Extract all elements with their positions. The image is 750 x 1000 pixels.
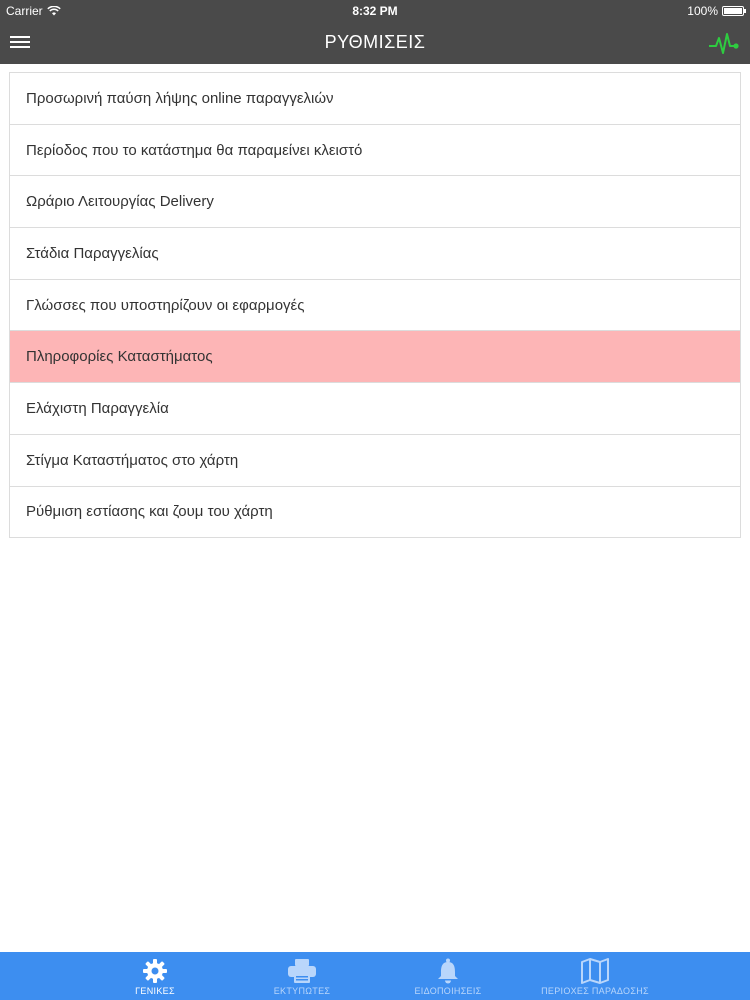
carrier-label: Carrier — [6, 4, 43, 18]
map-icon — [580, 958, 610, 984]
settings-item-label: Στίγμα Καταστήματος στο χάρτη — [26, 451, 239, 469]
battery-icon — [722, 6, 744, 16]
pulse-icon[interactable] — [708, 28, 740, 58]
settings-item-store-map-location[interactable] — [10, 435, 740, 487]
tab-notifications[interactable] — [368, 952, 528, 1000]
bell-icon — [436, 958, 460, 984]
gear-icon — [142, 958, 168, 984]
settings-item-label: Περίοδος που το κατάστημα θα παραμείνει κλειστό — [26, 141, 363, 159]
settings-item-closed-period[interactable] — [10, 125, 740, 177]
settings-item-label: Ωράριο Λειτουργίας Delivery — [26, 193, 214, 211]
page-title: ΡΥΘΜΙΣΕΙΣ — [324, 32, 426, 52]
settings-item-delivery-hours[interactable] — [10, 176, 740, 228]
battery-percent: 100% — [687, 4, 718, 18]
tab-label: ΕΚΤΥΠΩΤΕΣ — [273, 986, 331, 996]
nav-bar — [0, 22, 750, 64]
tab-general[interactable] — [75, 952, 235, 1000]
printer-icon — [287, 958, 317, 984]
settings-item-label: Στάδια Παραγγελίας — [26, 244, 159, 262]
settings-item-languages[interactable] — [10, 280, 740, 332]
settings-item-map-zoom[interactable] — [10, 487, 740, 539]
status-bar — [0, 0, 750, 22]
settings-item-order-stages[interactable] — [10, 228, 740, 280]
settings-item-label: Πληροφορίες Καταστήματος — [26, 348, 213, 366]
status-right — [687, 4, 744, 18]
settings-item-label: Προσωρινή παύση λήψης online παραγγελιών — [26, 89, 334, 107]
tab-bar — [0, 952, 750, 1000]
settings-item-label: Ελάχιστη Παραγγελία — [26, 399, 169, 417]
tab-label: ΓΕΝΙΚΕΣ — [135, 986, 175, 996]
settings-item-label: Γλώσσες που υποστηρίζουν οι εφαρμογές — [26, 296, 305, 314]
tab-label: ΠΕΡΙΟΧΕΣ ΠΑΡΑΔΟΣΗΣ — [541, 986, 649, 996]
settings-item-pause-orders[interactable] — [10, 73, 740, 125]
settings-item-label: Ρύθμιση εστίασης και ζουμ του χάρτη — [26, 503, 273, 521]
settings-item-store-info[interactable] — [10, 331, 740, 383]
status-time: 8:32 PM — [352, 4, 398, 18]
tab-printers[interactable] — [222, 952, 382, 1000]
settings-item-minimum-order[interactable] — [10, 383, 740, 435]
settings-list — [9, 72, 741, 538]
tab-label: ΕΙΔΟΠΟΙΗΣΕΙΣ — [414, 986, 482, 996]
tab-delivery-areas[interactable] — [515, 952, 675, 1000]
